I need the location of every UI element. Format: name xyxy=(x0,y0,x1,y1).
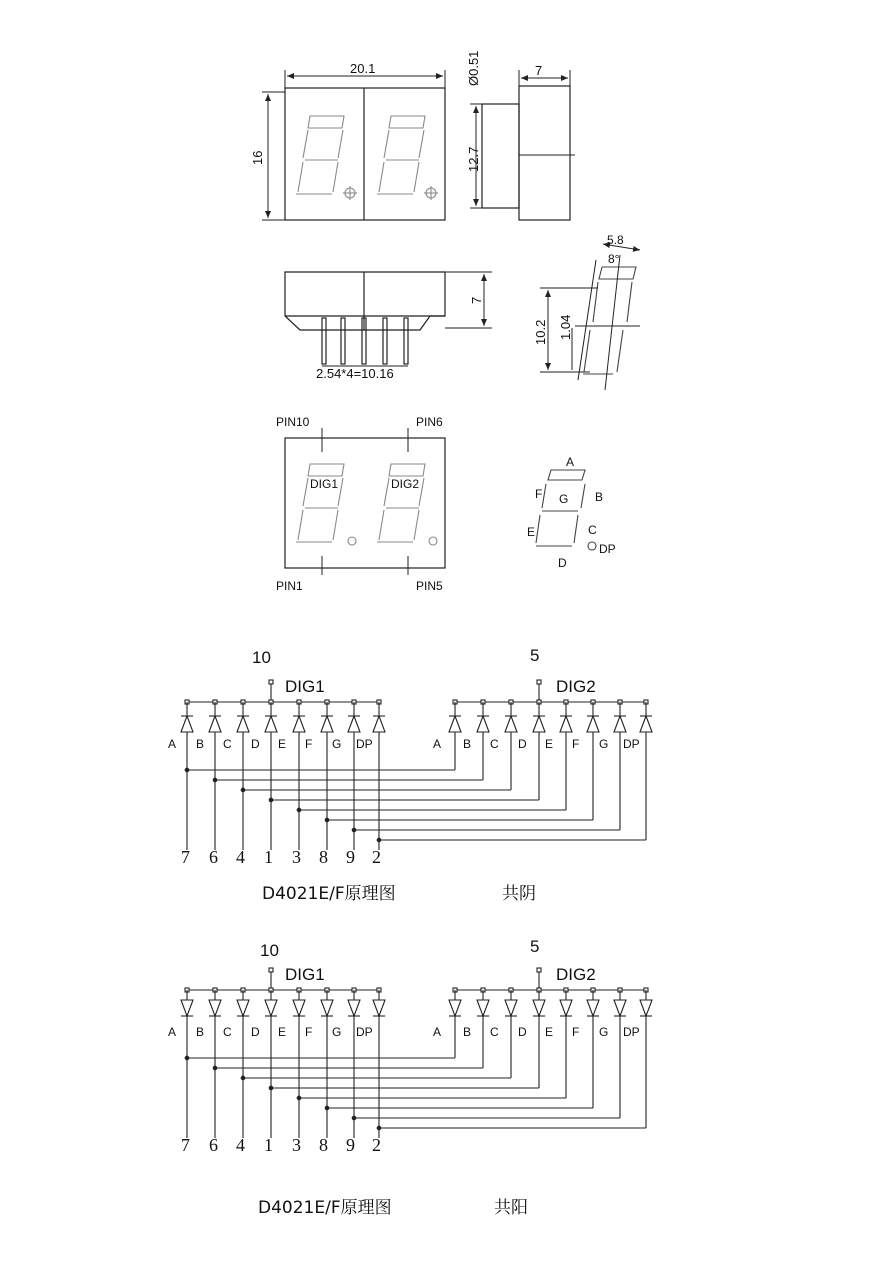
diode-symbol xyxy=(373,1000,385,1016)
diode-symbol xyxy=(587,1000,599,1016)
dim-pin-diameter: Ø0.51 xyxy=(466,50,481,86)
seg-label: DP xyxy=(356,737,373,751)
front-digits xyxy=(296,116,438,200)
seg-label: F xyxy=(572,737,580,751)
junction-dot xyxy=(269,1086,273,1090)
diode-symbol xyxy=(209,1000,221,1016)
schematic-type: 共阴 xyxy=(502,884,536,904)
digit-slant-view xyxy=(533,233,640,390)
seg-f: F xyxy=(535,487,543,501)
seg-label: B xyxy=(463,1025,472,1039)
dim-side-depth: 7 xyxy=(469,296,484,304)
diode-symbol xyxy=(348,1000,360,1016)
seg-label: DP xyxy=(356,1025,373,1039)
diode-symbol xyxy=(640,1000,652,1016)
junction-dot xyxy=(297,1096,301,1100)
seg-label: F xyxy=(305,737,313,751)
pin-number: 8 xyxy=(319,1135,328,1155)
diode-symbol xyxy=(449,716,461,732)
diode-symbol xyxy=(348,716,360,732)
segment-legend xyxy=(527,455,616,570)
seg-label: C xyxy=(490,737,499,751)
pin6-label: PIN6 xyxy=(416,415,443,429)
junction-dot xyxy=(213,1066,217,1070)
schematic-caption: D4021E/F原理图 xyxy=(262,884,396,904)
diode-symbol xyxy=(237,1000,249,1016)
seg-label: B xyxy=(196,737,205,751)
seg-label: C xyxy=(223,1025,232,1039)
diode-symbol xyxy=(533,1000,545,1016)
seg-label: G xyxy=(332,1025,342,1039)
front-view xyxy=(250,61,445,220)
seg-label: E xyxy=(278,737,287,751)
junction-dot xyxy=(297,808,301,812)
seg-label: E xyxy=(545,1025,554,1039)
terminal-node xyxy=(537,680,541,684)
dim-pin-span: 12.7 xyxy=(466,146,481,172)
dig1-label: DIG1 xyxy=(310,477,339,491)
seg-label: F xyxy=(305,1025,313,1039)
junction-dot xyxy=(325,818,329,822)
pin-number: 4 xyxy=(236,1135,245,1155)
diode-symbol xyxy=(449,1000,461,1016)
dim-digit-height: 10.2 xyxy=(533,319,548,345)
pin-number: 1 xyxy=(264,1135,273,1155)
pin-number: 6 xyxy=(209,1135,218,1155)
seg-label: C xyxy=(490,1025,499,1039)
schematic-type: 共阳 xyxy=(494,1198,528,1218)
seg-label: DP xyxy=(623,1025,640,1039)
junction-dot xyxy=(241,788,245,792)
seg-label: D xyxy=(518,1025,527,1039)
seg-label: F xyxy=(572,1025,580,1039)
seg-g: G xyxy=(559,492,569,506)
seg-c: C xyxy=(588,523,597,537)
dim-slant: 8° xyxy=(608,252,620,266)
dig2-title: DIG2 xyxy=(556,677,596,696)
dim-digit-width: 5.8 xyxy=(607,233,624,247)
junction-dot xyxy=(352,828,356,832)
diode-symbol xyxy=(321,1000,333,1016)
bottom-pin-numbers xyxy=(181,847,381,867)
seg-label: G xyxy=(332,737,342,751)
diode-symbol xyxy=(614,1000,626,1016)
pinout-view xyxy=(276,415,445,593)
diode-symbol xyxy=(505,1000,517,1016)
seg-label: E xyxy=(278,1025,287,1039)
common-pin-2: 5 xyxy=(530,937,540,956)
pin5-label: PIN5 xyxy=(416,579,443,593)
segment-labels-row xyxy=(168,1025,640,1039)
terminal-node xyxy=(269,680,273,684)
pin-number: 2 xyxy=(372,847,381,867)
bottom-pin-numbers xyxy=(181,1135,381,1155)
pin-number: 4 xyxy=(236,847,245,867)
diode-symbol xyxy=(505,716,517,732)
pin-number: 9 xyxy=(346,847,355,867)
seg-label: C xyxy=(223,737,232,751)
diode-symbol xyxy=(237,716,249,732)
diode-symbol xyxy=(209,716,221,732)
seg-label: D xyxy=(251,737,260,751)
junction-dot xyxy=(213,778,217,782)
diode-symbol xyxy=(181,716,193,732)
pin-number: 8 xyxy=(319,847,328,867)
dig2-label: DIG2 xyxy=(391,477,420,491)
seg-label: A xyxy=(433,737,442,751)
seg-label: G xyxy=(599,1025,609,1039)
diode-symbol xyxy=(321,716,333,732)
seg-label: D xyxy=(518,737,527,751)
seg-label: DP xyxy=(623,737,640,751)
pin1-label: PIN1 xyxy=(276,579,303,593)
terminal-node xyxy=(537,968,541,972)
pin10-label: PIN10 xyxy=(276,415,310,429)
pin-number: 9 xyxy=(346,1135,355,1155)
seg-dp: DP xyxy=(599,542,616,556)
seg-label: D xyxy=(251,1025,260,1039)
terminal-node xyxy=(269,968,273,972)
diode-symbol xyxy=(560,716,572,732)
pin-number: 7 xyxy=(181,1135,190,1155)
pin-number: 2 xyxy=(372,1135,381,1155)
segment-labels-row xyxy=(168,737,640,751)
schematic-common-cathode xyxy=(168,646,640,904)
seg-label: B xyxy=(196,1025,205,1039)
diode-symbol xyxy=(477,1000,489,1016)
diode-symbol xyxy=(560,1000,572,1016)
seg-e: E xyxy=(527,525,536,539)
diode-symbol xyxy=(533,716,545,732)
junction-dot xyxy=(377,838,381,842)
diode-symbol xyxy=(373,716,385,732)
seg-label: A xyxy=(168,1025,177,1039)
pin-number: 3 xyxy=(292,847,301,867)
common-pin-1: 10 xyxy=(260,941,279,960)
dim-depth: 7 xyxy=(535,63,543,78)
diode-symbol xyxy=(640,716,652,732)
pin-number: 1 xyxy=(264,847,273,867)
seg-b: B xyxy=(595,490,604,504)
junction-dot xyxy=(241,1076,245,1080)
dim-height: 16 xyxy=(250,150,265,165)
dig1-title: DIG1 xyxy=(285,677,325,696)
pin-number: 7 xyxy=(181,847,190,867)
seg-a: A xyxy=(566,455,575,469)
dim-width: 20.1 xyxy=(350,61,376,76)
dim-pitch: 2.54*4=10.16 xyxy=(316,366,394,381)
junction-dot xyxy=(185,1056,189,1060)
diode-symbol xyxy=(265,716,277,732)
junction-dot xyxy=(352,1116,356,1120)
pin-number: 6 xyxy=(209,847,218,867)
junction-dot xyxy=(269,798,273,802)
seg-label: E xyxy=(545,737,554,751)
seg-label: G xyxy=(599,737,609,751)
common-pin-1: 10 xyxy=(252,648,271,667)
side-view xyxy=(466,51,575,220)
bottom-view xyxy=(285,272,492,381)
schematic-caption: D4021E/F原理图 xyxy=(258,1198,392,1218)
diode-symbol xyxy=(293,1000,305,1016)
dig1-title: DIG1 xyxy=(285,965,325,984)
seg-label: B xyxy=(463,737,472,751)
diode-symbol xyxy=(265,1000,277,1016)
diode-symbol xyxy=(614,716,626,732)
common-pin-2: 5 xyxy=(530,646,540,665)
seg-label: A xyxy=(433,1025,442,1039)
junction-dot xyxy=(325,1106,329,1110)
seg-label: A xyxy=(168,737,177,751)
junction-dot xyxy=(377,1126,381,1130)
pin-number: 3 xyxy=(292,1135,301,1155)
diode-symbol xyxy=(477,716,489,732)
dig2-title: DIG2 xyxy=(556,965,596,984)
diode-symbol xyxy=(587,716,599,732)
pins-legs xyxy=(322,318,408,364)
seg-d: D xyxy=(558,556,567,570)
diode-symbol xyxy=(181,1000,193,1016)
junction-dot xyxy=(185,768,189,772)
dim-segment-width: 1.04 xyxy=(558,314,573,340)
diode-symbol xyxy=(293,716,305,732)
